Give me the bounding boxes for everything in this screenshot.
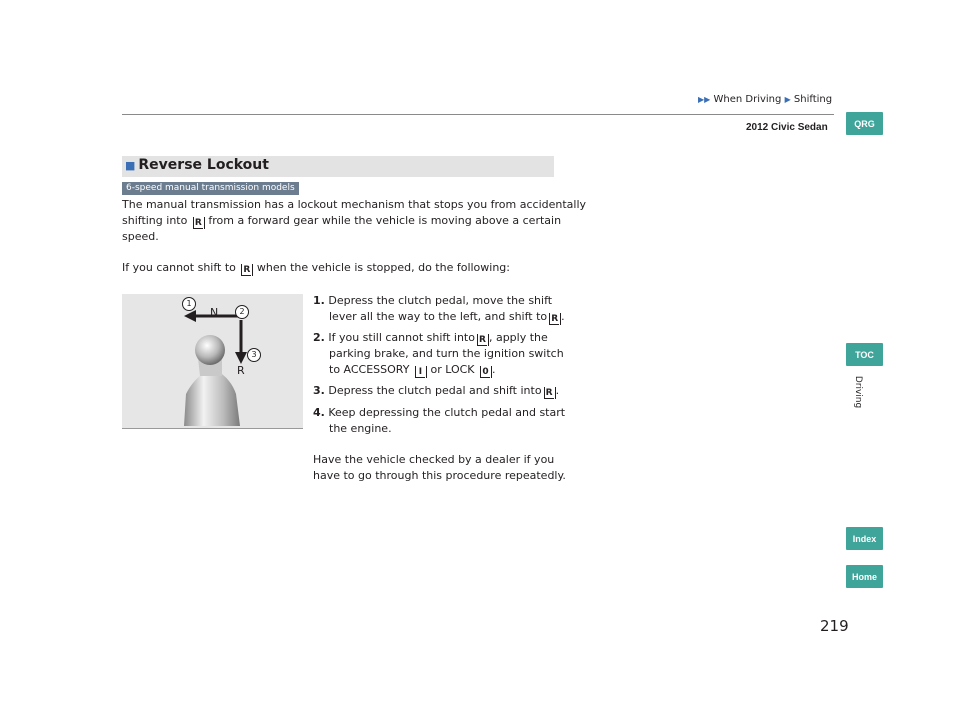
step-3-line-1: 3. Depress the clutch pedal and shift into R . [313, 384, 560, 398]
reverse-key-icon: R [477, 334, 487, 346]
step-number: 4. [313, 406, 325, 419]
instruction-line [122, 259, 510, 276]
step-2-line-1 [313, 329, 548, 346]
intro-text: from a forward gear while the vehicle is moving above a certain [208, 214, 562, 227]
step-number: 2. [313, 331, 325, 344]
chapter-side-label [850, 372, 866, 412]
step-text: to ACCESSORY [329, 363, 410, 376]
step-text: , apply the [488, 331, 548, 344]
index-tab[interactable]: Index [846, 527, 883, 550]
intro-line-3: speed. [122, 230, 159, 243]
instruction-text: when the vehicle is stopped, do the following: [256, 261, 510, 274]
reverse-key-icon: R [544, 387, 554, 399]
callout-2: 2 [235, 305, 249, 319]
lock-key-icon: 0 [480, 366, 490, 378]
section-title-text: Reverse Lockout [138, 157, 269, 173]
toc-tab[interactable]: TOC [846, 343, 883, 366]
step-text: Keep depressing the clutch pedal and start [328, 406, 566, 419]
step-number: 1. [313, 294, 325, 307]
model-applicability-badge: 6-speed manual transmission models [122, 182, 299, 195]
step-4-line-2: the engine. [329, 422, 392, 435]
step-4-line-1 [313, 404, 565, 421]
breadcrumb-arrow-icon: ▶ [784, 95, 791, 104]
closing-line-2: have to go through this procedure repeatedly. [313, 469, 566, 482]
instruction-text: If you cannot shift to [122, 261, 236, 274]
accessory-key-icon: I [415, 366, 425, 378]
chapter-side-label-text: Driving [853, 375, 863, 409]
section-square-icon: ■ [125, 159, 136, 172]
callout-3: 3 [247, 348, 261, 362]
page-number: 219 [820, 617, 849, 635]
model-name: 2012 Civic Sedan [746, 122, 828, 133]
step-text: Depress the clutch pedal, move the shift [328, 294, 553, 307]
callout-1: 1 [182, 297, 196, 311]
breadcrumb-arrow-icon: ▶▶ [698, 95, 711, 104]
closing-line-1: Have the vehicle checked by a dealer if you [313, 453, 555, 466]
neutral-label: N [210, 306, 219, 319]
reverse-key-icon: R [549, 313, 559, 325]
reverse-key-icon: R [193, 217, 203, 229]
breadcrumb-link-when-driving[interactable]: When Driving [713, 94, 782, 105]
reverse-label: R [237, 364, 245, 377]
step-1-line-2: lever all the way to the left, and shift to R . [329, 310, 565, 324]
breadcrumb-link-shifting[interactable]: Shifting [793, 94, 833, 105]
qrg-tab[interactable]: QRG [846, 112, 883, 135]
shift-lever-illustration [122, 294, 303, 429]
step-1-line-1 [313, 292, 552, 309]
intro-line-2 [122, 212, 561, 229]
intro-text: shifting into [122, 214, 188, 227]
step-2-line-3: to ACCESSORY I or LOCK 0 . [329, 363, 496, 377]
intro-line-1: The manual transmission has a lockout mechanism that stops you from accidentally [122, 198, 587, 211]
breadcrumb [698, 94, 832, 105]
header-rule [122, 114, 834, 115]
reverse-key-icon: R [241, 264, 251, 276]
step-text: or LOCK [430, 363, 475, 376]
step-text: Depress the clutch pedal and shift into [328, 384, 542, 397]
step-2-line-2: parking brake, and turn the ignition switch [329, 347, 564, 360]
step-text: If you still cannot shift into [328, 331, 475, 344]
home-tab[interactable]: Home [846, 565, 883, 588]
step-text: lever all the way to the left, and shift to [329, 310, 548, 323]
section-title [125, 157, 269, 173]
step-number: 3. [313, 384, 325, 397]
